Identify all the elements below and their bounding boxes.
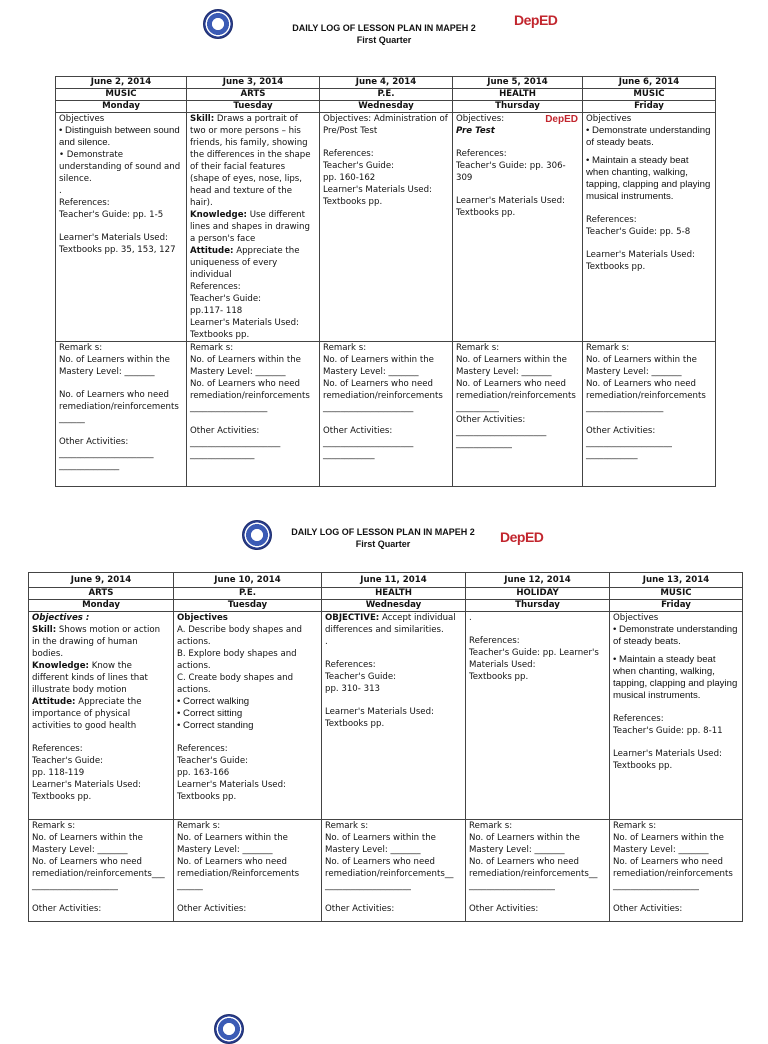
plan-line: Textbooks pp. <box>469 672 529 682</box>
remarks-cell <box>29 820 174 922</box>
remarks-line: Other Activities: <box>456 415 526 425</box>
plan-line: Knowledge: Know the different kinds of lines that illustrate body motion <box>32 661 148 695</box>
plan-line: Objectives <box>177 613 228 623</box>
plan-line <box>32 732 170 743</box>
plan-line: pp. 310- 313 <box>325 684 381 694</box>
plan-line: Textbooks pp. <box>32 792 92 802</box>
remarks-line: ____________________ <box>469 881 555 891</box>
date-cell: June 13, 2014 <box>610 573 743 588</box>
plan-line: References: <box>469 636 520 646</box>
lesson-plan-cell <box>56 113 187 342</box>
remarks-line: ____________________ <box>586 438 672 448</box>
remarks-line <box>59 378 183 389</box>
plan-line: Learner's Materials Used: <box>32 780 141 790</box>
page-2-title: DAILY LOG OF LESSON PLAN IN MAPEH 2 <box>291 527 475 537</box>
plan-line: • Maintain a steady beat when chanting, walking, tapping, clapping and playing musical instruments. <box>613 654 738 701</box>
subject-cell: HOLIDAY <box>466 588 610 600</box>
date-cell: June 4, 2014 <box>320 77 453 89</box>
plan-line: Teacher's Guide: pp. 1-5 <box>59 210 164 220</box>
remarks-line: _______________ <box>190 450 255 460</box>
plan-line: . <box>59 186 62 196</box>
subject-cell: ARTS <box>29 588 174 600</box>
subject-cell: ARTS <box>187 89 320 101</box>
weekday-cell: Wednesday <box>320 101 453 113</box>
weekday-cell: Tuesday <box>174 600 322 612</box>
deped-seal-icon <box>214 1014 244 1044</box>
remarks-line: No. of Learners who need remediation/reinforcements <box>613 857 733 879</box>
remarks-line <box>586 414 712 425</box>
remarks-line: ____________________ <box>325 881 411 891</box>
remarks-line: Remark s: <box>325 821 369 831</box>
remarks-line: No. of Learners within the Mastery Level: _______ <box>59 355 170 377</box>
remarks-cell <box>174 820 322 922</box>
page-1-title-block <box>234 22 534 46</box>
plan-line: pp. 118-119 <box>32 768 85 778</box>
remarks-line: No. of Learners within the Mastery Level: _______ <box>323 355 434 377</box>
deped-logo <box>514 12 557 32</box>
subject-cell: HEALTH <box>453 89 583 101</box>
plan-line: References: <box>32 744 83 754</box>
plan-line: • Distinguish between sound and silence. <box>59 125 180 148</box>
remarks-line: ____________________ <box>613 881 699 891</box>
lesson-plan-cell <box>322 612 466 820</box>
remarks-cell <box>322 820 466 922</box>
remarks-line: No. of Learners who need remediation/reinforcements__ <box>469 857 598 879</box>
remarks-line <box>177 892 318 903</box>
remarks-line: No. of Learners within the Mastery Level: _______ <box>469 833 580 855</box>
remarks-cell <box>320 342 453 487</box>
plan-line: Learner's Materials Used: <box>456 196 565 206</box>
plan-line: References: <box>59 198 110 208</box>
page-2-header <box>0 518 768 558</box>
remarks-line: No. of Learners within the Mastery Level: _______ <box>325 833 436 855</box>
plan-line: OBJECTIVE: Accept individual differences and similarities. <box>325 613 456 635</box>
deped-small-logo-text: DepED <box>545 114 578 125</box>
plan-line: • Correct sitting <box>177 708 243 719</box>
plan-line: Learner's Materials Used: <box>613 749 722 759</box>
weekday-cell: Wednesday <box>322 600 466 612</box>
remarks-line: Other Activities: <box>613 904 683 914</box>
remarks-line: Other Activities: <box>190 426 260 436</box>
remarks-line: No. of Learners within the Mastery Level: _______ <box>32 833 143 855</box>
page-2-subtitle: First Quarter <box>355 539 411 549</box>
plan-line: Teacher's Guide: pp. 5-8 <box>586 227 691 237</box>
plan-line: Objectives : <box>32 613 90 623</box>
remarks-line: Remark s: <box>323 343 367 353</box>
lesson-plan-cell <box>466 612 610 820</box>
subject-cell: P.E. <box>320 89 453 101</box>
remarks-line: __________ <box>456 403 499 413</box>
remarks-line: No. of Learners who need remediation/reinforcements <box>586 379 706 401</box>
weekday-cell: Friday <box>583 101 716 113</box>
remarks-line <box>59 425 183 436</box>
plan-line: Textbooks pp. <box>177 792 237 802</box>
subject-cell: P.E. <box>174 588 322 600</box>
remarks-line: _____________ <box>456 439 512 449</box>
plan-line: Objectives: <box>456 114 505 124</box>
plan-line: Attitude: Appreciate the uniqueness of every individual <box>190 246 300 280</box>
remarks-line <box>613 892 739 903</box>
plan-line: pp.117- 118 <box>190 306 243 316</box>
remarks-line <box>323 414 449 425</box>
deped-logo-text: DepED <box>500 529 544 545</box>
weekday-cell: Thursday <box>453 101 583 113</box>
remarks-line: Other Activities: <box>177 904 247 914</box>
remarks-line: ____________ <box>586 450 638 460</box>
plan-line: . <box>325 637 328 647</box>
remarks-line <box>469 892 606 903</box>
remarks-line: Other Activities: <box>32 904 102 914</box>
date-cell: June 2, 2014 <box>56 77 187 89</box>
page-1-subtitle: First Quarter <box>356 35 412 45</box>
plan-line: Knowledge: Use different lines and shapes in drawing a person's face <box>190 210 310 244</box>
remarks-line: __________________ <box>586 403 664 413</box>
plan-line: A. Describe body shapes and actions. <box>177 625 302 647</box>
page-1-lesson-table <box>55 76 716 487</box>
weekday-cell: Monday <box>29 600 174 612</box>
remarks-line: _____________________ <box>323 403 414 413</box>
remarks-line: __________________ <box>190 403 268 413</box>
remarks-cell <box>187 342 320 487</box>
plan-line: . <box>469 613 472 623</box>
plan-line <box>469 624 606 635</box>
plan-line: • Correct standing <box>177 720 254 731</box>
plan-line: • Demonstrate understanding of sound and silence. <box>59 150 181 184</box>
date-cell: June 6, 2014 <box>583 77 716 89</box>
plan-line: Skill: Shows motion or action in the drawing of human bodies. <box>32 625 161 659</box>
plan-line: C. Create body shapes and actions. <box>177 673 294 695</box>
remarks-line: No. of Learners who need remediation/reinforcements <box>323 379 443 401</box>
remarks-line: No. of Learners who need remediation/reinforcements___ <box>32 857 165 879</box>
remarks-line: Remark s: <box>586 343 630 353</box>
plan-line <box>325 695 462 706</box>
subject-cell: HEALTH <box>322 588 466 600</box>
plan-line <box>613 737 739 748</box>
plan-line: Learner's Materials Used: <box>323 185 432 195</box>
plan-line: Objectives <box>59 114 105 124</box>
remarks-line: ____________________ <box>32 881 118 891</box>
remarks-line: _____________________ <box>190 438 281 448</box>
lesson-plan-cell <box>174 612 322 820</box>
plan-line: References: <box>613 714 664 724</box>
plan-line: Teacher's Guide: pp. 8-11 <box>613 726 723 736</box>
date-cell: June 9, 2014 <box>29 573 174 588</box>
plan-line: Learner's Materials Used: <box>177 780 286 790</box>
lesson-plan-cell <box>583 113 716 342</box>
remarks-line: No. of Learners within the Mastery Level: _______ <box>456 355 567 377</box>
plan-line: Teacher's Guide: <box>323 161 395 171</box>
remarks-line: Other Activities: <box>59 437 129 447</box>
remarks-line: ______ <box>59 414 85 424</box>
weekday-cell: Thursday <box>466 600 610 612</box>
remarks-line: No. of Learners within the Mastery Level: _______ <box>177 833 288 855</box>
remarks-cell <box>610 820 743 922</box>
plan-line: References: <box>177 744 228 754</box>
plan-line: Textbooks pp. <box>613 761 673 771</box>
page-1-title: DAILY LOG OF LESSON PLAN IN MAPEH 2 <box>292 23 476 33</box>
plan-line <box>325 648 462 659</box>
date-cell: June 10, 2014 <box>174 573 322 588</box>
plan-line: Teacher's Guide: <box>190 294 262 304</box>
plan-line <box>586 238 712 249</box>
lesson-plan-cell <box>610 612 743 820</box>
plan-line: Teacher's Guide: pp. Learner's Materials Used: <box>469 648 599 670</box>
remarks-line: ____________ <box>323 450 375 460</box>
remarks-line: Other Activities: <box>469 904 539 914</box>
plan-line: • Correct walking <box>177 696 250 707</box>
plan-line: References: <box>190 282 241 292</box>
remarks-line: Remark s: <box>32 821 76 831</box>
plan-line: Attitude: Appreciate the importance of physical activities to good health <box>32 697 142 731</box>
weekday-cell: Monday <box>56 101 187 113</box>
plan-line: • Demonstrate understanding of steady beats. <box>613 624 738 647</box>
plan-line: Textbooks pp. <box>586 262 646 272</box>
remarks-line: ______________ <box>59 461 120 471</box>
remarks-line: Remark s: <box>469 821 513 831</box>
subject-cell: MUSIC <box>583 89 716 101</box>
plan-line <box>586 203 712 214</box>
remarks-line: Other Activities: <box>586 426 656 436</box>
remarks-line: _____________________ <box>323 438 414 448</box>
plan-line <box>456 137 579 148</box>
plan-line: Learner's Materials Used: <box>190 318 299 328</box>
page-1-header <box>0 8 768 48</box>
remarks-line <box>325 892 462 903</box>
plan-line: • Maintain a steady beat when chanting, walking, tapping, clapping and playing musical instruments. <box>586 155 711 202</box>
plan-line <box>456 184 579 195</box>
plan-line: Textbooks pp. <box>456 208 516 218</box>
remarks-line: No. of Learners who need remediation/reinforcements <box>456 379 576 401</box>
date-cell: June 3, 2014 <box>187 77 320 89</box>
remarks-line: ______________________ <box>59 449 154 459</box>
remarks-line: No. of Learners within the Mastery Level: _______ <box>613 833 724 855</box>
remarks-cell <box>453 342 583 487</box>
remarks-line: Remark s: <box>456 343 500 353</box>
lesson-plan-cell <box>320 113 453 342</box>
remarks-line: No. of Learners within the Mastery Level: _______ <box>190 355 301 377</box>
plan-line: Textbooks pp. <box>323 197 383 207</box>
remarks-line: Remark s: <box>190 343 234 353</box>
subject-cell: MUSIC <box>610 588 743 600</box>
page-2-title-block <box>233 526 533 550</box>
plan-line: Teacher's Guide: <box>325 672 397 682</box>
deped-logo-text: DepED <box>514 12 558 28</box>
remarks-line: _____________________ <box>456 427 547 437</box>
plan-line: • Demonstrate understanding of steady beats. <box>586 125 711 148</box>
remarks-line: ______ <box>177 881 203 891</box>
subject-cell: MUSIC <box>56 89 187 101</box>
weekday-cell: Tuesday <box>187 101 320 113</box>
plan-line: Skill: Draws a portrait of two or more persons – his friends, his family, showing the differences in the shape of their facial features (shape of eyes, nose, lips, head and texture of the hair). <box>190 114 311 208</box>
lesson-plan-cell <box>453 113 583 342</box>
plan-line: Pre Test <box>456 126 495 136</box>
plan-line: pp. 160-162 <box>323 173 376 183</box>
lesson-plan-cell <box>29 612 174 820</box>
remarks-line: No. of Learners who need remediation/reinforcements <box>59 390 179 412</box>
plan-line: pp. 163-166 <box>177 768 230 778</box>
remarks-line: Remark s: <box>177 821 221 831</box>
plan-line <box>177 732 318 743</box>
remarks-line: Remark s: <box>613 821 657 831</box>
plan-line: Objectives <box>613 613 659 623</box>
remarks-line: No. of Learners who need remediation/reinforcements <box>190 379 310 401</box>
remarks-line <box>32 892 170 903</box>
date-cell: June 12, 2014 <box>466 573 610 588</box>
plan-line: Textbooks pp. <box>325 719 385 729</box>
plan-line: References: <box>586 215 637 225</box>
remarks-cell <box>466 820 610 922</box>
plan-line: Objectives <box>586 114 632 124</box>
remarks-cell <box>56 342 187 487</box>
deped-logo <box>500 529 543 549</box>
remarks-line: Other Activities: <box>323 426 393 436</box>
deped-seal-icon <box>203 9 233 39</box>
date-cell: June 5, 2014 <box>453 77 583 89</box>
plan-line: Objectives: Administration of Pre/Post Test <box>323 114 448 136</box>
plan-line: Teacher's Guide: pp. 306-309 <box>456 161 566 183</box>
deped-small-logo <box>545 114 578 126</box>
plan-line: B. Explore body shapes and actions. <box>177 649 297 671</box>
lesson-plan-cell <box>187 113 320 342</box>
plan-line: Teacher's Guide: <box>32 756 104 766</box>
plan-line: Textbooks pp. <box>190 330 250 340</box>
remarks-cell <box>583 342 716 487</box>
remarks-line <box>190 414 316 425</box>
plan-line: Learner's Materials Used: <box>325 707 434 717</box>
remarks-line: Other Activities: <box>325 904 395 914</box>
plan-line <box>59 221 183 232</box>
plan-line: References: <box>456 149 507 159</box>
plan-line: Learner's Materials Used: Textbooks pp. 35, 153, 127 <box>59 233 176 255</box>
plan-line <box>613 702 739 713</box>
plan-line: Teacher's Guide: <box>177 756 249 766</box>
page-2-lesson-table <box>28 572 743 922</box>
remarks-line: No. of Learners within the Mastery Level: _______ <box>586 355 697 377</box>
plan-line: References: <box>325 660 376 670</box>
remarks-line: No. of Learners who need remediation/reinforcements__ <box>325 857 454 879</box>
plan-line: References: <box>323 149 374 159</box>
plan-line: Learner's Materials Used: <box>586 250 695 260</box>
remarks-line: Remark s: <box>59 343 103 353</box>
plan-line <box>323 137 449 148</box>
remarks-line: No. of Learners who need remediation/Reinforcements <box>177 857 300 879</box>
date-cell: June 11, 2014 <box>322 573 466 588</box>
weekday-cell: Friday <box>610 600 743 612</box>
